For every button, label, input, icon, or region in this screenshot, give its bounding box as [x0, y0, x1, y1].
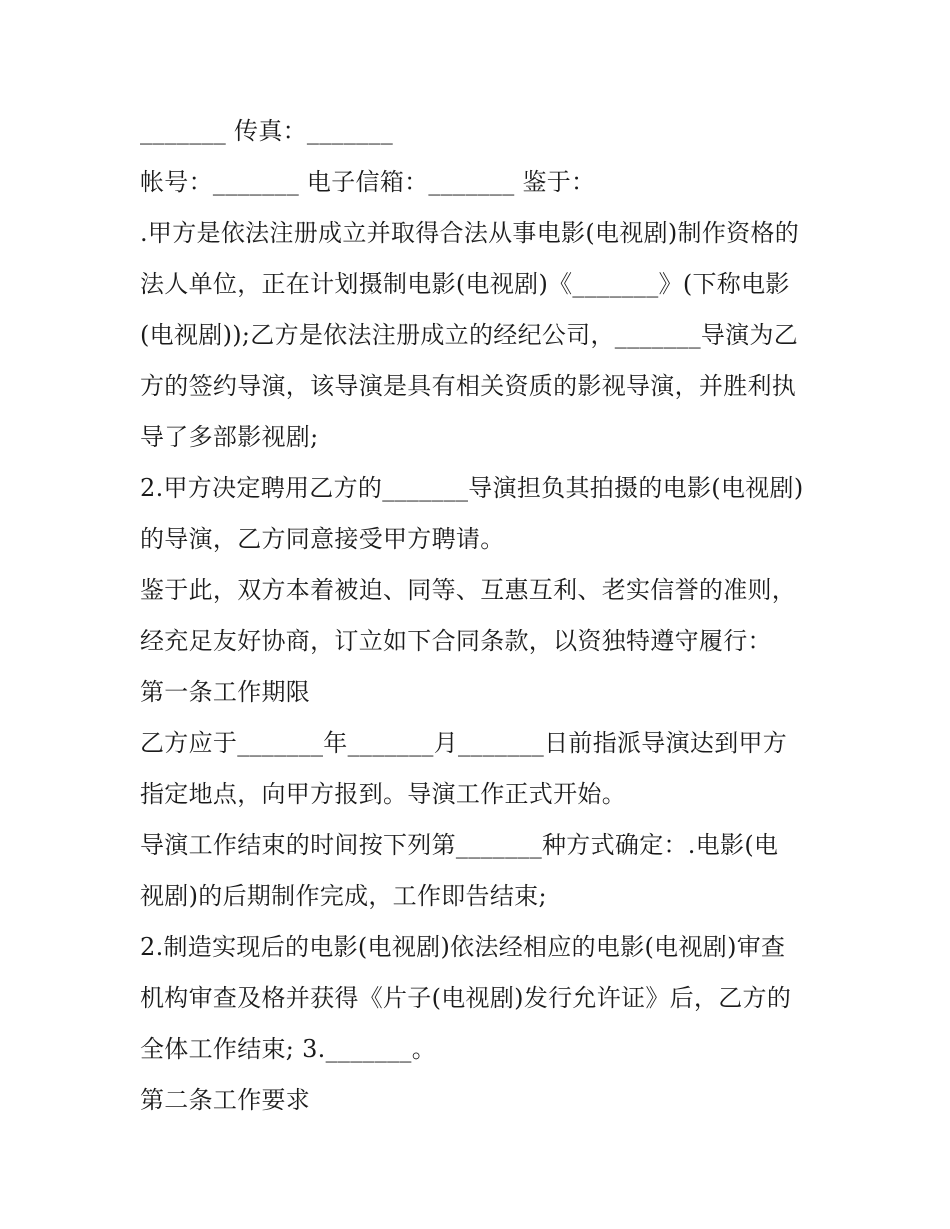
- text-line: 经充足友好协商，订立如下合同条款，以资独特遵守履行：: [140, 627, 772, 655]
- text-line: 2.制造实现后的电影(电视剧)依法经相应的电影(电视剧)审查: [140, 933, 786, 961]
- text-line: 视剧)的后期制作完成，工作即告结束;: [140, 882, 547, 910]
- text-line: (电视剧));乙方是依法注册成立的经纪公司，_______导演为乙: [140, 321, 799, 349]
- text-line: 方的签约导演，该导演是具有相关资质的影视导演，并胜利执: [140, 372, 797, 400]
- text-line: 乙方应于_______年_______月_______日前指派导演达到甲方: [140, 729, 788, 757]
- text-line: 鉴于此，双方本着被迫、同等、互惠互利、老实信誉的准则，: [140, 576, 797, 604]
- text-line: 指定地点，向甲方报到。导演工作正式开始。: [140, 780, 626, 808]
- text-line: 机构审查及格并获得《片子(电视剧)发行允许证》后，乙方的: [140, 984, 792, 1012]
- text-line: .甲方是依法注册成立并取得合法从事电影(电视剧)制作资格的: [140, 219, 800, 247]
- section-heading-article-2: 第二条工作要求: [140, 1086, 311, 1114]
- text-line: 全体工作结束; 3._______。: [140, 1035, 437, 1063]
- text-line: 法人单位，正在计划摄制电影(电视剧)《_______》(下称电影: [140, 270, 790, 298]
- text-line: 导了多部影视剧;: [140, 423, 319, 451]
- text-line: 2.甲方决定聘用乙方的_______导演担负其拍摄的电影(电视剧): [140, 474, 804, 502]
- text-line: 的导演，乙方同意接受甲方聘请。: [140, 525, 505, 553]
- document-body: [140, 108, 820, 1128]
- text-line-fax: _______ 传真：_______: [140, 117, 394, 145]
- section-heading-article-1: 第一条工作期限: [140, 678, 311, 706]
- text-line-account-email: 帐号：_______ 电子信箱：_______ 鉴于：: [140, 168, 596, 196]
- text-line: 导演工作结束的时间按下列第_______种方式确定：.电影(电: [140, 831, 779, 859]
